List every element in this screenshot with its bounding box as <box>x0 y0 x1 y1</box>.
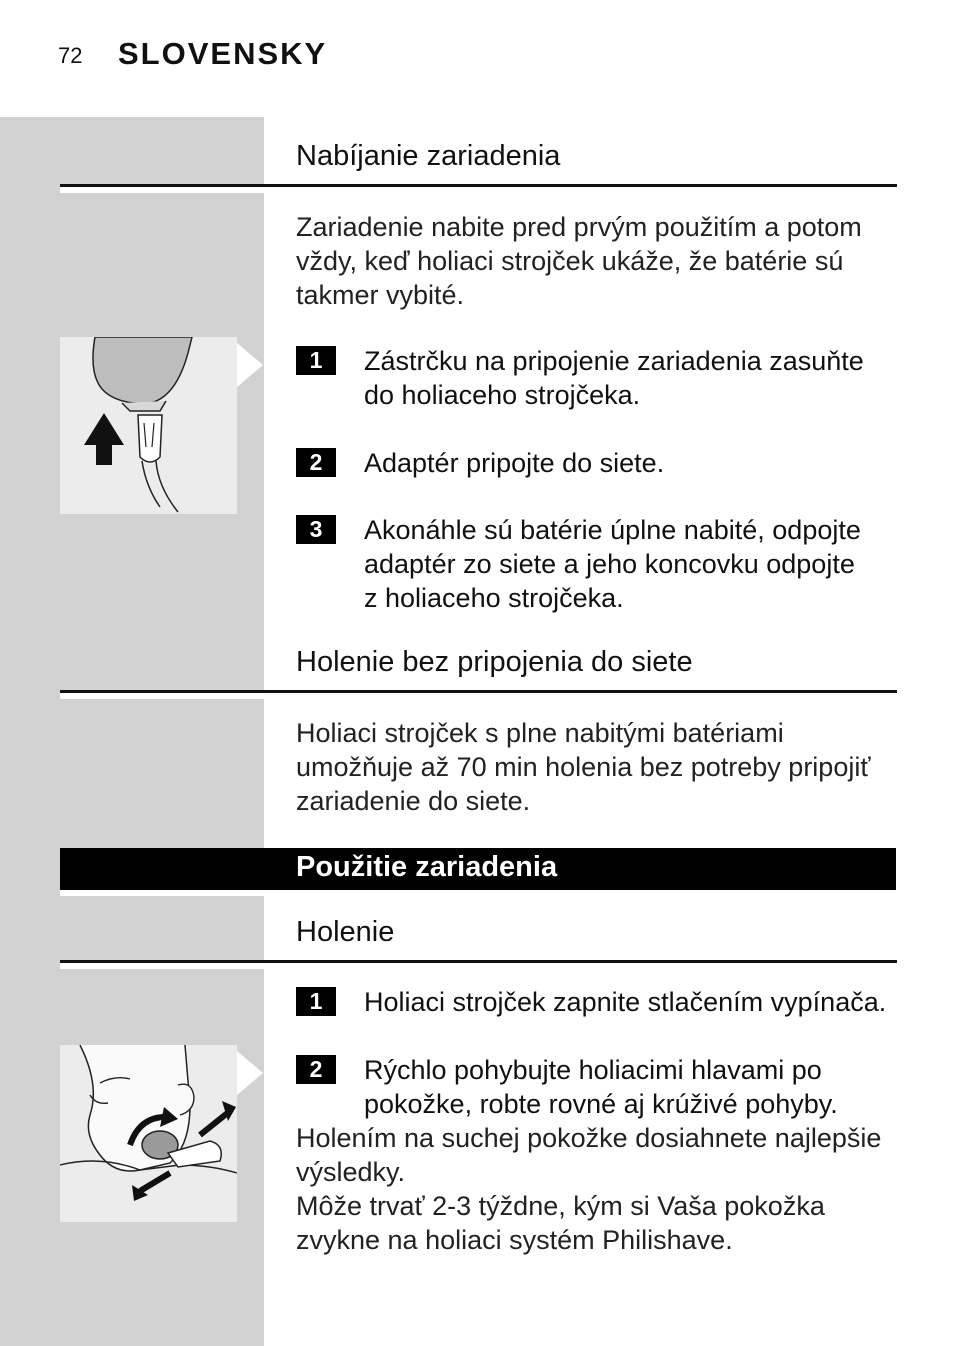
step-badge: 3 <box>296 515 336 544</box>
text-line: zariadenie do siete. <box>296 786 531 816</box>
step-text <box>364 1053 894 1121</box>
divider-gap <box>60 890 264 896</box>
text-line: Holením na suchej pokožke dosiahnete najlepšie <box>296 1123 882 1153</box>
language-title: SLOVENSKY <box>118 36 328 71</box>
heading-cordless: Holenie bez pripojenia do siete <box>296 646 693 678</box>
text-line: do holiaceho strojčeka. <box>364 380 641 410</box>
heading-shaving: Holenie <box>296 916 395 948</box>
pointer-arrow <box>237 343 263 387</box>
text-line: Holiaci strojček s plne nabitými batériami <box>296 718 784 748</box>
text-line: z holiaceho strojčeka. <box>364 583 624 613</box>
text-line: výsledky. <box>296 1157 406 1187</box>
text-line: Adaptér pripojte do siete. <box>364 448 665 478</box>
step-badge: 1 <box>296 987 336 1016</box>
text-line: takmer vybité. <box>296 280 465 310</box>
text-line: Holiaci strojček zapnite stlačením vypínača. <box>364 987 887 1017</box>
text-line: Zariadenie nabite pred prvým použitím a potom <box>296 212 862 242</box>
step-badge: 1 <box>296 346 336 375</box>
text-line: Akonáhle sú batérie úplne nabité, odpojte <box>364 515 861 545</box>
step-text <box>364 513 894 615</box>
shaving-notes <box>296 1121 896 1257</box>
divider-gap <box>60 187 264 193</box>
text-line: vždy, keď holiaci strojček ukáže, že batérie sú <box>296 246 844 276</box>
step-badge: 2 <box>296 1055 336 1084</box>
text-line: Zástrčku na pripojenie zariadenia zasuňte <box>364 346 864 376</box>
text-line: adaptér zo siete a jeho koncovku odpojte <box>364 549 855 579</box>
heading-charging: Nabíjanie zariadenia <box>296 140 561 172</box>
shaver-plug-image <box>60 337 237 514</box>
charging-illustration <box>60 337 237 514</box>
text-line: umožňuje až 70 min holenia bez potreby pripojiť <box>296 752 871 782</box>
step-text <box>364 446 894 480</box>
face-shaving-image <box>60 1045 237 1222</box>
step-badge: 2 <box>296 448 336 477</box>
section-title: Použitie zariadenia <box>296 851 558 883</box>
step-text <box>364 985 924 1019</box>
text-line: zvykne na holiaci systém Philishave. <box>296 1225 733 1255</box>
text-line: Rýchlo pohybujte holiacimi hlavami po <box>364 1055 822 1085</box>
cordless-text <box>296 716 896 818</box>
text-line: Môže trvať 2-3 týždne, kým si Vaša pokožka <box>296 1191 825 1221</box>
step-text <box>364 344 894 412</box>
text-line: pokožke, robte rovné aj krúživé pohyby. <box>364 1089 838 1119</box>
charging-intro <box>296 210 896 312</box>
divider-gap <box>60 963 264 969</box>
divider-gap <box>60 693 264 699</box>
shaving-illustration <box>60 1045 237 1222</box>
page-number: 72 <box>58 43 83 68</box>
pointer-arrow <box>237 1051 263 1095</box>
